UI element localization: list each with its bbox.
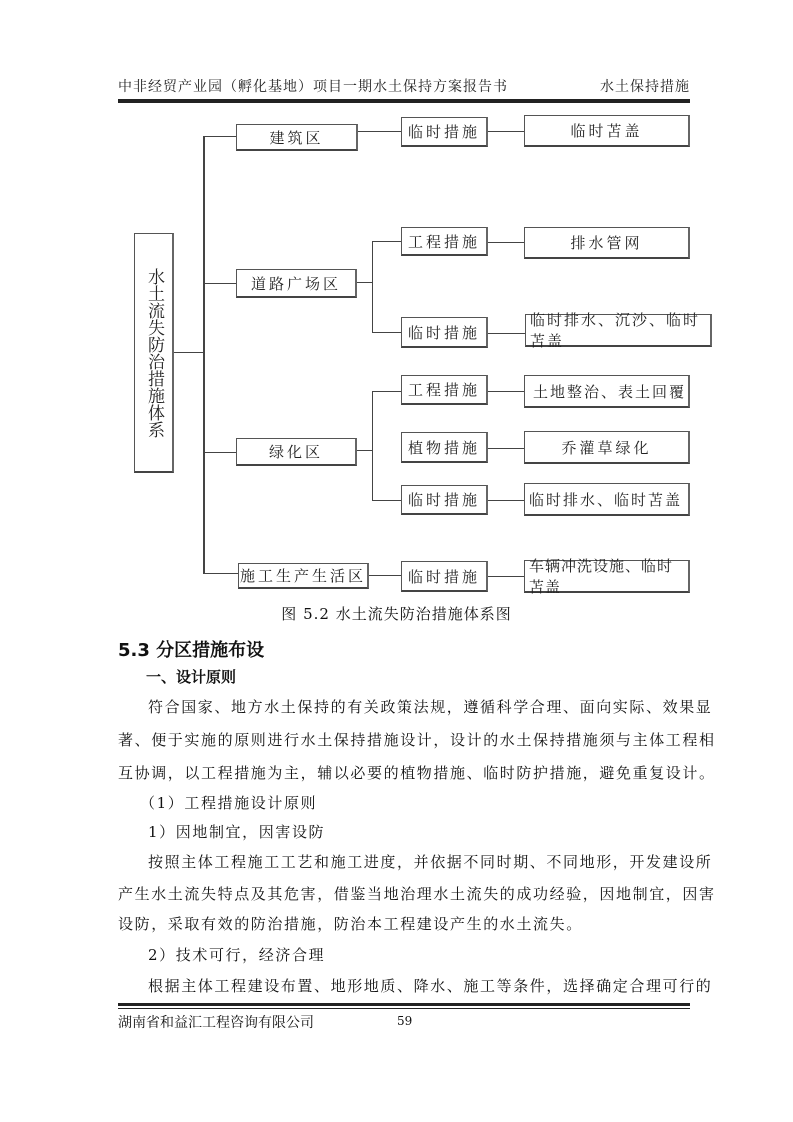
connector	[203, 573, 239, 574]
zone-greening: 绿化区	[236, 438, 357, 466]
connector	[487, 242, 524, 243]
zone-road-plaza: 道路广场区	[236, 269, 357, 298]
measure-type: 临时措施	[401, 117, 488, 147]
header-rule	[118, 99, 690, 103]
connector	[356, 450, 372, 451]
zone-construction-living: 施工生产生活区	[238, 563, 369, 589]
measure-detail: 临时苫盖	[524, 115, 690, 147]
measure-type: 临时措施	[401, 317, 488, 348]
connector	[372, 391, 402, 392]
paragraph-line: 互协调，以工程措施为主，辅以必要的植物措施、临时防护措施，避免重复设计。	[118, 764, 716, 782]
connector	[173, 352, 203, 353]
connector	[372, 241, 373, 333]
header-title: 中非经贸产业园（孵化基地）项目一期水土保持方案报告书	[118, 79, 508, 95]
connector	[487, 391, 524, 392]
measure-detail: 临时排水、沉沙、临时苫盖	[525, 314, 712, 347]
root-node: 水土流失防治措施体系	[134, 233, 174, 473]
measure-type: 植物措施	[401, 432, 488, 463]
paragraph-line: 符合国家、地方水土保持的有关政策法规，遵循科学合理、面向实际、效果显	[148, 698, 713, 716]
subsection-heading: 一、设计原则	[146, 668, 237, 686]
footer-rule	[118, 1003, 690, 1006]
connector	[487, 131, 524, 132]
connector	[203, 452, 237, 453]
paragraph-line: 按照主体工程施工工艺和施工进度，并依据不同时期、不同地形，开发建设所	[148, 853, 713, 871]
connector	[203, 283, 237, 284]
list-heading: 2）技术可行，经济合理	[148, 946, 326, 964]
measure-detail: 车辆冲洗设施、临时苫盖	[524, 560, 690, 593]
measure-detail: 排水管网	[524, 227, 690, 259]
connector	[356, 282, 372, 283]
connector	[487, 333, 525, 334]
connector	[487, 576, 524, 577]
connector	[372, 391, 373, 501]
measure-detail: 临时排水、临时苫盖	[524, 483, 690, 516]
section-heading: 5.3 分区措施布设	[118, 640, 265, 661]
footer-company: 湖南省和益汇工程咨询有限公司	[118, 1015, 314, 1031]
measure-detail: 土地整治、表土回覆	[524, 375, 690, 408]
connector	[357, 131, 402, 132]
list-heading: （1）工程措施设计原则	[140, 794, 318, 812]
paragraph-line: 产生水土流失特点及其危害，借鉴当地治理水土流失的成功经验，因地制宜，因害	[118, 885, 716, 903]
zone-building: 建筑区	[236, 124, 358, 151]
paragraph-line: 设防，采取有效的防治措施，防治本工程建设产生的水土流失。	[118, 915, 583, 933]
page-number: 59	[397, 1014, 413, 1028]
measure-type: 临时措施	[401, 485, 488, 515]
measure-type: 工程措施	[401, 227, 488, 256]
paragraph-line: 根据主体工程建设布置、地形地质、降水、施工等条件，选择确定合理可行的	[148, 977, 713, 995]
list-heading: 1）因地制宜，因害设防	[148, 823, 326, 841]
connector	[372, 500, 402, 501]
connector	[372, 241, 402, 242]
connector	[203, 136, 205, 574]
connector	[487, 500, 524, 501]
figure-caption: 图 5.2 水土流失防治措施体系图	[281, 605, 512, 623]
measure-detail: 乔灌草绿化	[524, 431, 690, 464]
paragraph-line: 著、便于实施的原则进行水土保持措施设计，设计的水土保持措施须与主体工程相	[118, 731, 716, 749]
header-section: 水土保持措施	[600, 79, 690, 95]
connector	[203, 136, 237, 137]
connector	[368, 575, 402, 576]
measure-type: 临时措施	[401, 561, 488, 592]
footer-rule-thin	[118, 1008, 690, 1009]
connector	[487, 448, 524, 449]
connector	[372, 332, 402, 333]
measure-type: 工程措施	[401, 375, 488, 405]
